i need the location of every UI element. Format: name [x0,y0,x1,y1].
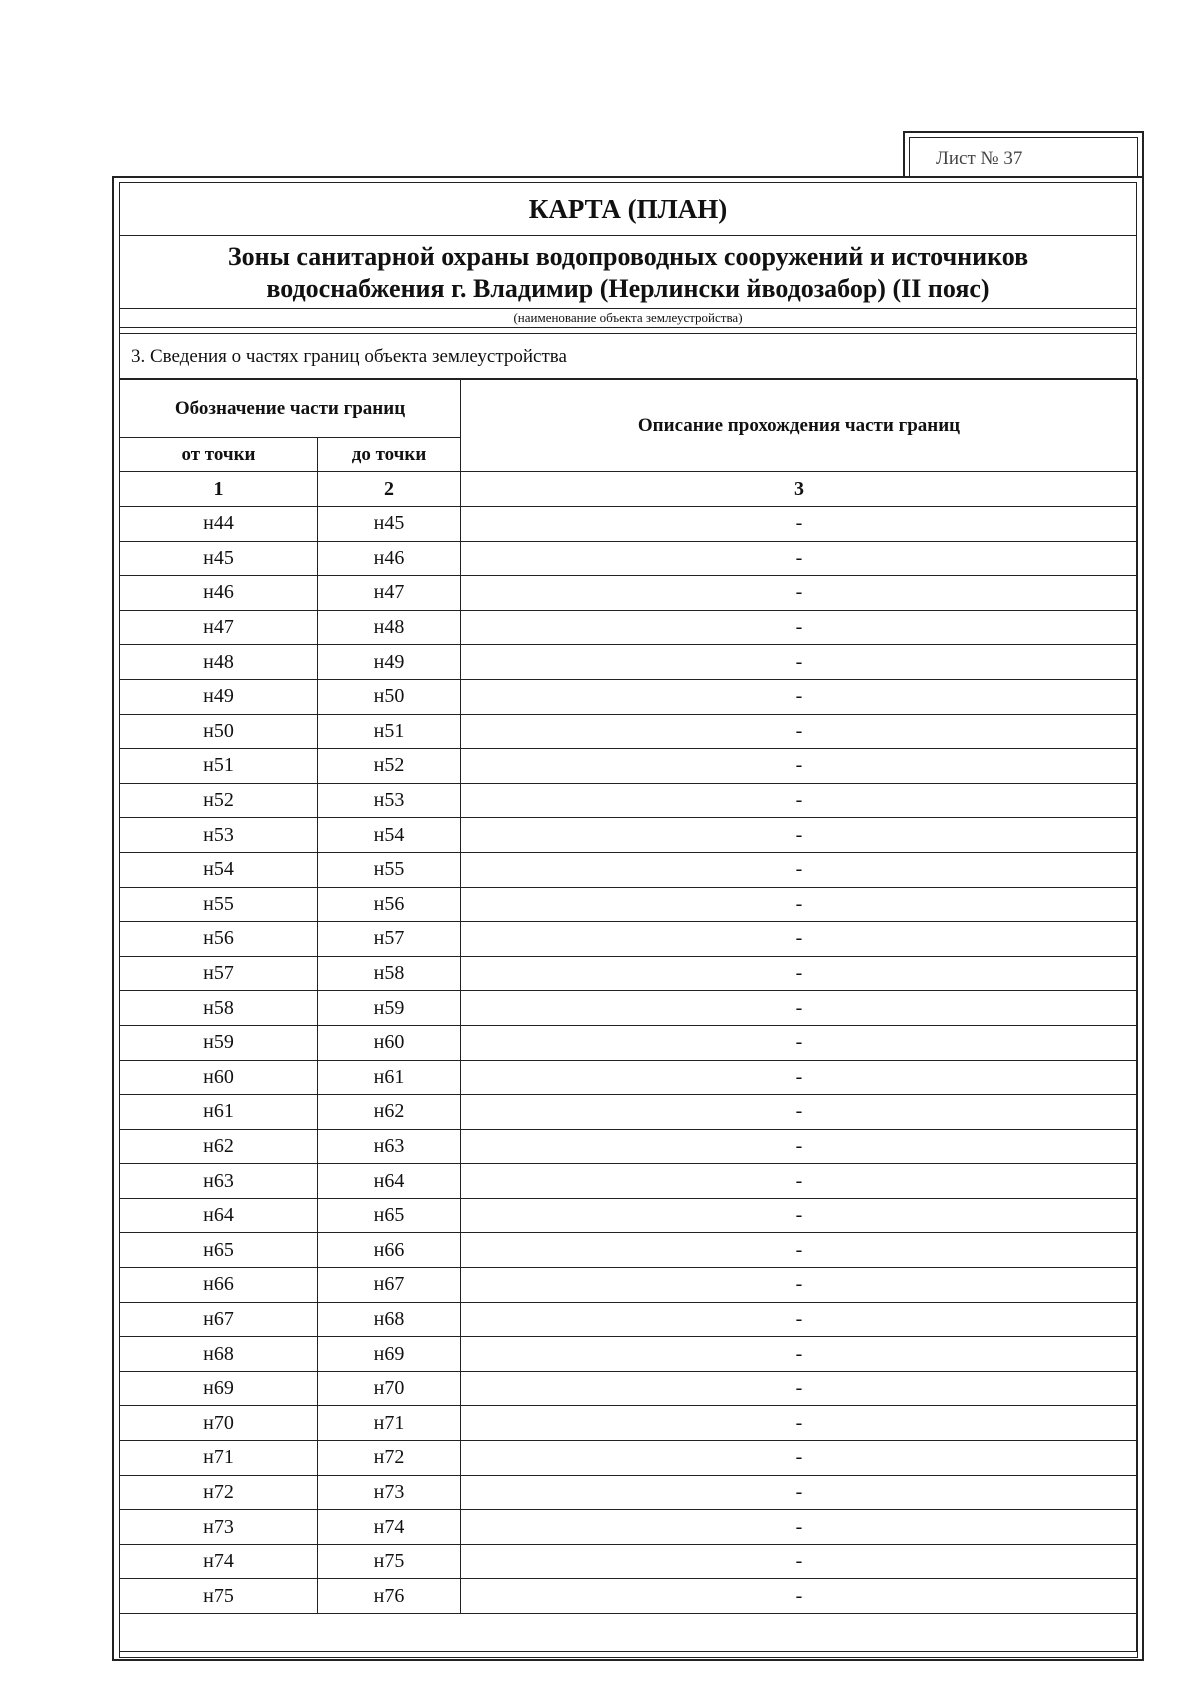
to-point-cell: н51 [318,714,461,749]
table-row [120,1406,1138,1441]
group-header: Обозначение части границ [120,380,461,438]
table-row [120,541,1138,576]
from-point-cell: н66 [120,1268,318,1303]
from-point-cell: н55 [120,887,318,922]
to-point-cell: н45 [318,507,461,542]
to-point-cell: н74 [318,1510,461,1545]
from-point-cell: н44 [120,507,318,542]
from-point-cell: н60 [120,1060,318,1095]
description-cell: - [461,1060,1138,1095]
description-cell: - [461,576,1138,611]
to-point-cell: н50 [318,679,461,714]
to-point-cell: н60 [318,1025,461,1060]
to-point-cell: н55 [318,852,461,887]
description-cell: - [461,1129,1138,1164]
table-row [120,887,1138,922]
from-point-cell: н70 [120,1406,318,1441]
empty-cell [120,1614,1138,1658]
to-point-cell: н71 [318,1406,461,1441]
from-point-cell: н61 [120,1095,318,1130]
table-row [120,1544,1138,1579]
caption-divider-1 [119,327,1137,328]
to-point-header: до точки [318,438,461,472]
object-name [119,236,1137,308]
table-row [120,1268,1138,1303]
to-point-cell: н66 [318,1233,461,1268]
to-point-cell: н48 [318,610,461,645]
to-point-cell: н49 [318,645,461,680]
to-point-cell: н67 [318,1268,461,1303]
to-point-cell: н52 [318,749,461,784]
description-cell: - [461,679,1138,714]
description-cell: - [461,1268,1138,1303]
description-cell: - [461,1475,1138,1510]
to-point-cell: н69 [318,1337,461,1372]
to-point-cell: н54 [318,818,461,853]
to-point-cell: н68 [318,1302,461,1337]
table-row [120,576,1138,611]
to-point-cell: н62 [318,1095,461,1130]
table-row [120,1164,1138,1199]
column-number-1: 1 [120,472,318,507]
table-row [120,818,1138,853]
to-point-cell: н65 [318,1198,461,1233]
to-point-cell: н61 [318,1060,461,1095]
to-point-cell: н58 [318,956,461,991]
object-name-line2: водоснабжения г. Владимир (Нерлински йводозабор) (II пояс) [266,274,990,303]
table-row [120,1233,1138,1268]
description-cell: - [461,714,1138,749]
from-point-cell: н64 [120,1198,318,1233]
from-point-cell: н62 [120,1129,318,1164]
description-cell: - [461,1302,1138,1337]
column-number-2: 2 [318,472,461,507]
description-cell: - [461,645,1138,680]
from-point-cell: н49 [120,679,318,714]
table-row [120,783,1138,818]
table-row [120,645,1138,680]
to-point-cell: н57 [318,922,461,957]
table-row [120,1025,1138,1060]
description-cell: - [461,783,1138,818]
description-cell: - [461,922,1138,957]
to-point-cell: н76 [318,1579,461,1614]
description-cell: - [461,1025,1138,1060]
from-point-cell: н74 [120,1544,318,1579]
description-cell: - [461,1371,1138,1406]
to-point-cell: н73 [318,1475,461,1510]
table-row [120,1441,1138,1476]
to-point-cell: н46 [318,541,461,576]
from-point-cell: н72 [120,1475,318,1510]
description-cell: - [461,818,1138,853]
object-name-line1: Зоны санитарной охраны водопроводных сооружений и источников [227,242,1029,271]
from-point-cell: н63 [120,1164,318,1199]
to-point-cell: н63 [318,1129,461,1164]
table-row [120,1337,1138,1372]
to-point-cell: н70 [318,1371,461,1406]
description-header: Описание прохождения части границ [461,380,1138,472]
to-point-cell: н72 [318,1441,461,1476]
object-name-caption: (наименование объекта землеустройства) [513,310,743,325]
to-point-cell: н47 [318,576,461,611]
description-cell: - [461,1095,1138,1130]
table-row [120,679,1138,714]
table-row [120,714,1138,749]
from-point-cell: н68 [120,1337,318,1372]
description-cell: - [461,610,1138,645]
description-cell: - [461,1164,1138,1199]
description-cell: - [461,1337,1138,1372]
to-point-cell: н64 [318,1164,461,1199]
from-point-cell: н56 [120,922,318,957]
table-row [120,1198,1138,1233]
sheet-number-label: Лист № 37 [909,137,1138,176]
description-cell: - [461,887,1138,922]
description-cell: - [461,1406,1138,1441]
table-body [120,507,1138,1658]
description-cell: - [461,991,1138,1026]
description-cell: - [461,1198,1138,1233]
description-cell: - [461,1579,1138,1614]
boundary-parts-table [119,379,1138,1658]
from-point-cell: н71 [120,1441,318,1476]
table-row [120,507,1138,542]
table-row [120,610,1138,645]
description-cell: - [461,749,1138,784]
from-point-cell: н54 [120,852,318,887]
sheet-number-box [903,131,1144,176]
from-point-cell: н47 [120,610,318,645]
to-point-cell: н53 [318,783,461,818]
from-point-cell: н69 [120,1371,318,1406]
description-cell: - [461,1544,1138,1579]
from-point-cell: н53 [120,818,318,853]
table-row [120,922,1138,957]
from-point-cell: н52 [120,783,318,818]
table-row [120,1475,1138,1510]
from-point-cell: н65 [120,1233,318,1268]
from-point-cell: н58 [120,991,318,1026]
from-point-cell: н75 [120,1579,318,1614]
from-point-cell: н73 [120,1510,318,1545]
empty-row [120,1614,1138,1658]
from-point-cell: н50 [120,714,318,749]
table-row [120,1095,1138,1130]
table-row [120,1129,1138,1164]
table-row [120,1302,1138,1337]
description-cell: - [461,541,1138,576]
column-number-3: 3 [461,472,1138,507]
section-title: 3. Сведения о частях границ объекта землеустройства [119,334,1137,379]
table-row [120,1371,1138,1406]
table-row [120,749,1138,784]
description-cell: - [461,956,1138,991]
from-point-header: от точки [120,438,318,472]
description-cell: - [461,852,1138,887]
to-point-cell: н56 [318,887,461,922]
from-point-cell: н67 [120,1302,318,1337]
table-row [120,1579,1138,1614]
to-point-cell: н59 [318,991,461,1026]
to-point-cell: н75 [318,1544,461,1579]
from-point-cell: н51 [120,749,318,784]
from-point-cell: н59 [120,1025,318,1060]
description-cell: - [461,1233,1138,1268]
table-row [120,852,1138,887]
table-row [120,1510,1138,1545]
document-title: КАРТА (ПЛАН) [119,182,1137,236]
from-point-cell: н46 [120,576,318,611]
table-row [120,956,1138,991]
from-point-cell: н48 [120,645,318,680]
description-cell: - [461,1441,1138,1476]
table-row [120,991,1138,1026]
from-point-cell: н45 [120,541,318,576]
description-cell: - [461,1510,1138,1545]
table-row [120,1060,1138,1095]
from-point-cell: н57 [120,956,318,991]
description-cell: - [461,507,1138,542]
